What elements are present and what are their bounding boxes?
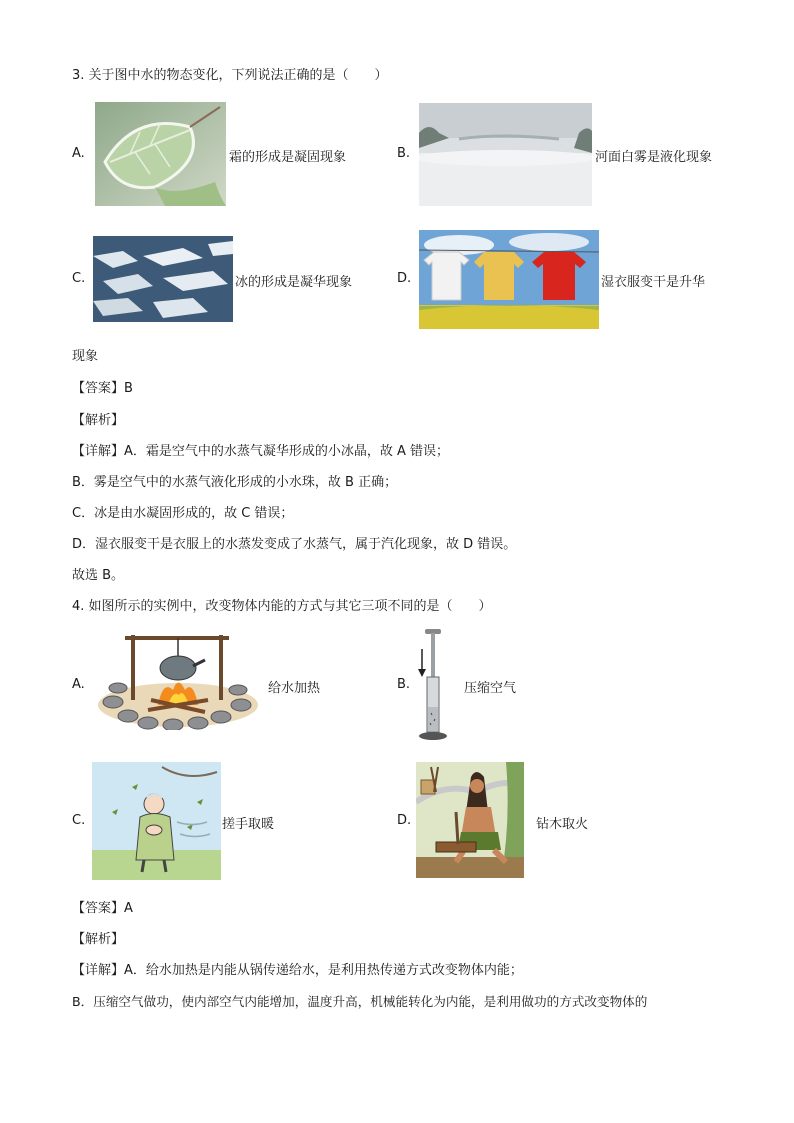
q4-option-d-text: 钻木取火 — [536, 817, 589, 832]
q3-answer: 【答案】B — [72, 381, 133, 396]
q3-option-d-letter: D. — [397, 271, 412, 286]
rubbing-hands-image — [92, 762, 221, 880]
q3-option-d-wrap: 现象 — [72, 349, 99, 364]
q4-detail-line: 【详解】A．给水加热是内能从锅传递给水，是利用热传递方式改变物体内能； — [72, 963, 523, 978]
q4-option-b-letter: B. — [397, 677, 411, 692]
q4-detail-line: B．压缩空气做功，使内部空气内能增加，温度升高，机械能转化为内能，是利用做功的方式改变物体的 — [72, 994, 648, 1009]
q4-option-d-letter: D. — [397, 813, 412, 828]
q4-stem: 4. 如图所示的实例中，改变物体内能的方式与其它三项不同的是（ ） — [72, 599, 492, 614]
compression-cylinder-image — [413, 627, 453, 743]
q3-detail-line: B．雾是空气中的水蒸气液化形成的小水珠，故 B 正确； — [72, 475, 398, 490]
q3-option-b-text: 河面白雾是液化现象 — [595, 150, 713, 165]
q4-option-b-text: 压缩空气 — [464, 681, 517, 696]
q4-option-c-text: 搓手取暖 — [222, 817, 275, 832]
q3-option-c-text: 冰的形成是凝华现象 — [235, 275, 353, 290]
q4-analysis-label: 【解析】 — [72, 932, 125, 947]
q3-detail-line: 故选 B。 — [72, 568, 125, 583]
q3-option-c-letter: C. — [72, 271, 86, 286]
q3-analysis-label: 【解析】 — [72, 413, 125, 428]
q4-option-a-letter: A. — [72, 677, 85, 692]
kettle-over-fire-image — [93, 630, 263, 730]
q4-answer: 【答案】A — [72, 901, 133, 916]
q3-stem: 3. 关于图中水的物态变化，下列说法正确的是（ ） — [72, 68, 388, 83]
frost-leaf-image — [95, 102, 226, 206]
drilling-wood-fire-image — [416, 762, 524, 878]
q3-option-a-text: 霜的形成是凝固现象 — [229, 150, 347, 165]
q3-detail-line: D．湿衣服变干是衣服上的水蒸发变成了水蒸气，属于汽化现象，故 D 错误。 — [72, 537, 517, 552]
q3-option-d-text: 湿衣服变干是升华 — [601, 275, 706, 290]
q4-option-c-letter: C. — [72, 813, 86, 828]
q3-detail-line: 【详解】A．霜是空气中的水蒸气凝华形成的小冰晶，故 A 错误； — [72, 444, 450, 459]
q3-option-a-letter: A. — [72, 146, 85, 161]
ice-floe-image — [93, 236, 233, 322]
q3-detail-line: C．冰是由水凝固形成的，故 C 错误； — [72, 506, 294, 521]
river-fog-image — [419, 103, 592, 206]
q4-option-a-text: 给水加热 — [268, 681, 321, 696]
q3-option-b-letter: B. — [397, 146, 411, 161]
drying-clothes-image — [419, 230, 599, 329]
